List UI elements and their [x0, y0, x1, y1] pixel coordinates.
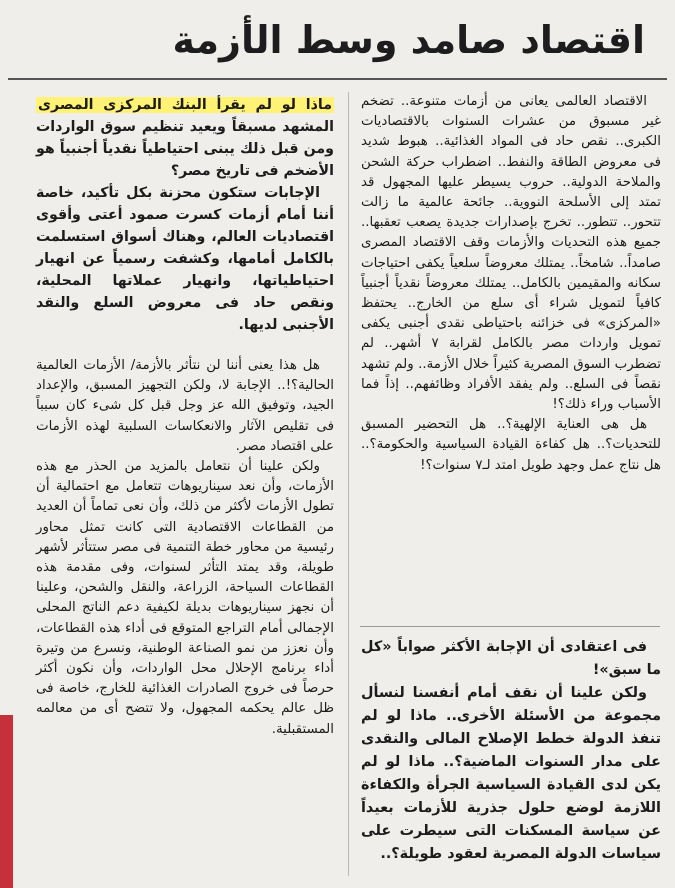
column-divider: [348, 92, 349, 876]
headline-rule: [8, 78, 667, 80]
right-section-rule: [360, 626, 660, 627]
right-paragraph-1: الاقتصاد العالمى يعانى من أزمات متنوعة.. تضخم غير مسبوق من عشرات السنوات بالاقتصاديات الكبرى.. نقص حاد فى المواد الغذائية.. هبوط شديد فى معروض الطاقة والنفط.. اضطراب حركة الشحن والملاحة الدولية.. حروب يسيطر عليها المجهول قد تمتد إلى الأسلحة النووية.. جائحة عالمية ما زالت تتحور.. تتطور.. تخرج بإصدارات جديدة يصعب تعقبها.. جميع هذه التحديات والأزمات وقف الاقتصاد المصرى صامداً.. شامخاً.. يمتلك معروضاً سلعياً يكفى احتياجات سكانه والمقيمين بالكامل.. يمتلك معروضاً نقدياً أجنبياً كافياً لتمويل شراء أى سلع من الخارج.. يحتفظ «المركزى» فى خزائنه باحتياطى نقدى أجنبى يكفى تمويل واردات مصر بالكامل لقرابة ٧ أشهر.. لم تضطرب السوق المصرية كثيراً خلال الأزمة.. ولم تشهد نقصاً فى السلع.. ولم يفقد الأفراد وظائفهم.. إذاً فما الأسباب وراء ذلك؟!: [361, 94, 661, 413]
left-paragraph-2: ولكن علينا أن نتعامل بالمزيد من الحذر مع هذه الأزمات، وأن نعد سيناريوهات تتعامل مع احتمالية أن تطول الأزمات لأكثر من ذلك، وأن نعى تماماً أن العديد من القطاعات الاقتصادية التى كانت تمثل محاور رئيسية من محاور خطة التنمية فى مصر ستتأثر لأشهر طويلة، وقد يمتد التأثر لسنوات، وفى مقدمة هذه القطاعات السياحة، الزراعة، والنقل والشحن، وعلينا أن نجهز سيناريوهات بديلة لكيفية دعم الناتج المحلى الإجمالى أمام التراجع المتوقع فى أداء هذه القطاعات، وأن نعزز من نمو الصناعة الوطنية، ونسرع من وتيرة أداء برنامج الإحلال محل الواردات، وأن نكون أكثر حرصاً فى خروج الصادرات الغذائية للخارج، خاصة فى ظل عالم يحكمه المجهول، ولا تتضح أى من معالمه المستقبلية.: [36, 459, 334, 737]
right-column: [361, 92, 661, 476]
lead-highlight: ماذا لو لم يقرأ البنك المركزى المصرى: [38, 97, 332, 113]
right-bold-intro: فى اعتقادى أن الإجابة الأكثر صواباً «كل ما سبق»!: [361, 639, 661, 678]
right-column-bold: [361, 636, 661, 866]
headline: اقتصاد صامد وسط الأزمة: [172, 18, 645, 62]
lead-rest: المشهد مسبقاً ويعيد تنظيم سوق الواردات ومن قبل ذلك يبنى احتياطياً نقدياً أجنبياً هو الأضخم فى تاريخ مصر؟: [36, 119, 334, 179]
left-lead-answer: الإجابات ستكون محزنة بكل تأكيد، خاصة أننا أمام أزمات كسرت صمود أعتى وأقوى اقتصاديات العالم، وهناك أسواق استسلمت بالكامل أمامها، وكشفت رسمياً عن انهيار احتياطياتها، وانهيار عملاتها المحلية، ونقص حاد فى معروض السلع والنقد الأجنبى لديها.: [36, 185, 334, 333]
left-paragraph-1: هل هذا يعنى أننا لن نتأثر بالأزمة/ الأزمات العالمية الحالية؟!.. الإجابة لا، ولكن التجهيز المسبق، والإعداد الجيد، وتوفيق الله عز وجل قبل كل شىء كان سبباً فى تقليص الآثار والانعكاسات السلبية لهذه الأزمات على اقتصاد مصر.: [36, 358, 334, 454]
right-bold-body: ولكن علينا أن نقف أمام أنفسنا لنسأل مجموعة من الأسئلة الأخرى.. ماذا لو لم تنفذ الدولة خطط الإصلاح المالى والنقدى على مدار السنوات الماضية؟.. ماذا لو لم يكن لدى القيادة السياسية الجرأة والكفاءة اللازمة لوضع حلول جذرية للأزمات بعيداً عن سياسة المسكنات التى سيطرت على سياسات الدولة المصرية لعقود طويلة؟..: [361, 685, 661, 862]
accent-bar: [0, 715, 13, 888]
left-column: [36, 94, 334, 740]
right-paragraph-2: هل هى العناية الإلهية؟.. هل التحضير المسبق للتحديات؟.. هل كفاءة القيادة السياسية والحكومة؟.. هل نتاج عمل وجهد طويل امتد لـ٧ سنوات؟!: [361, 417, 661, 473]
left-lead: [36, 94, 334, 182]
